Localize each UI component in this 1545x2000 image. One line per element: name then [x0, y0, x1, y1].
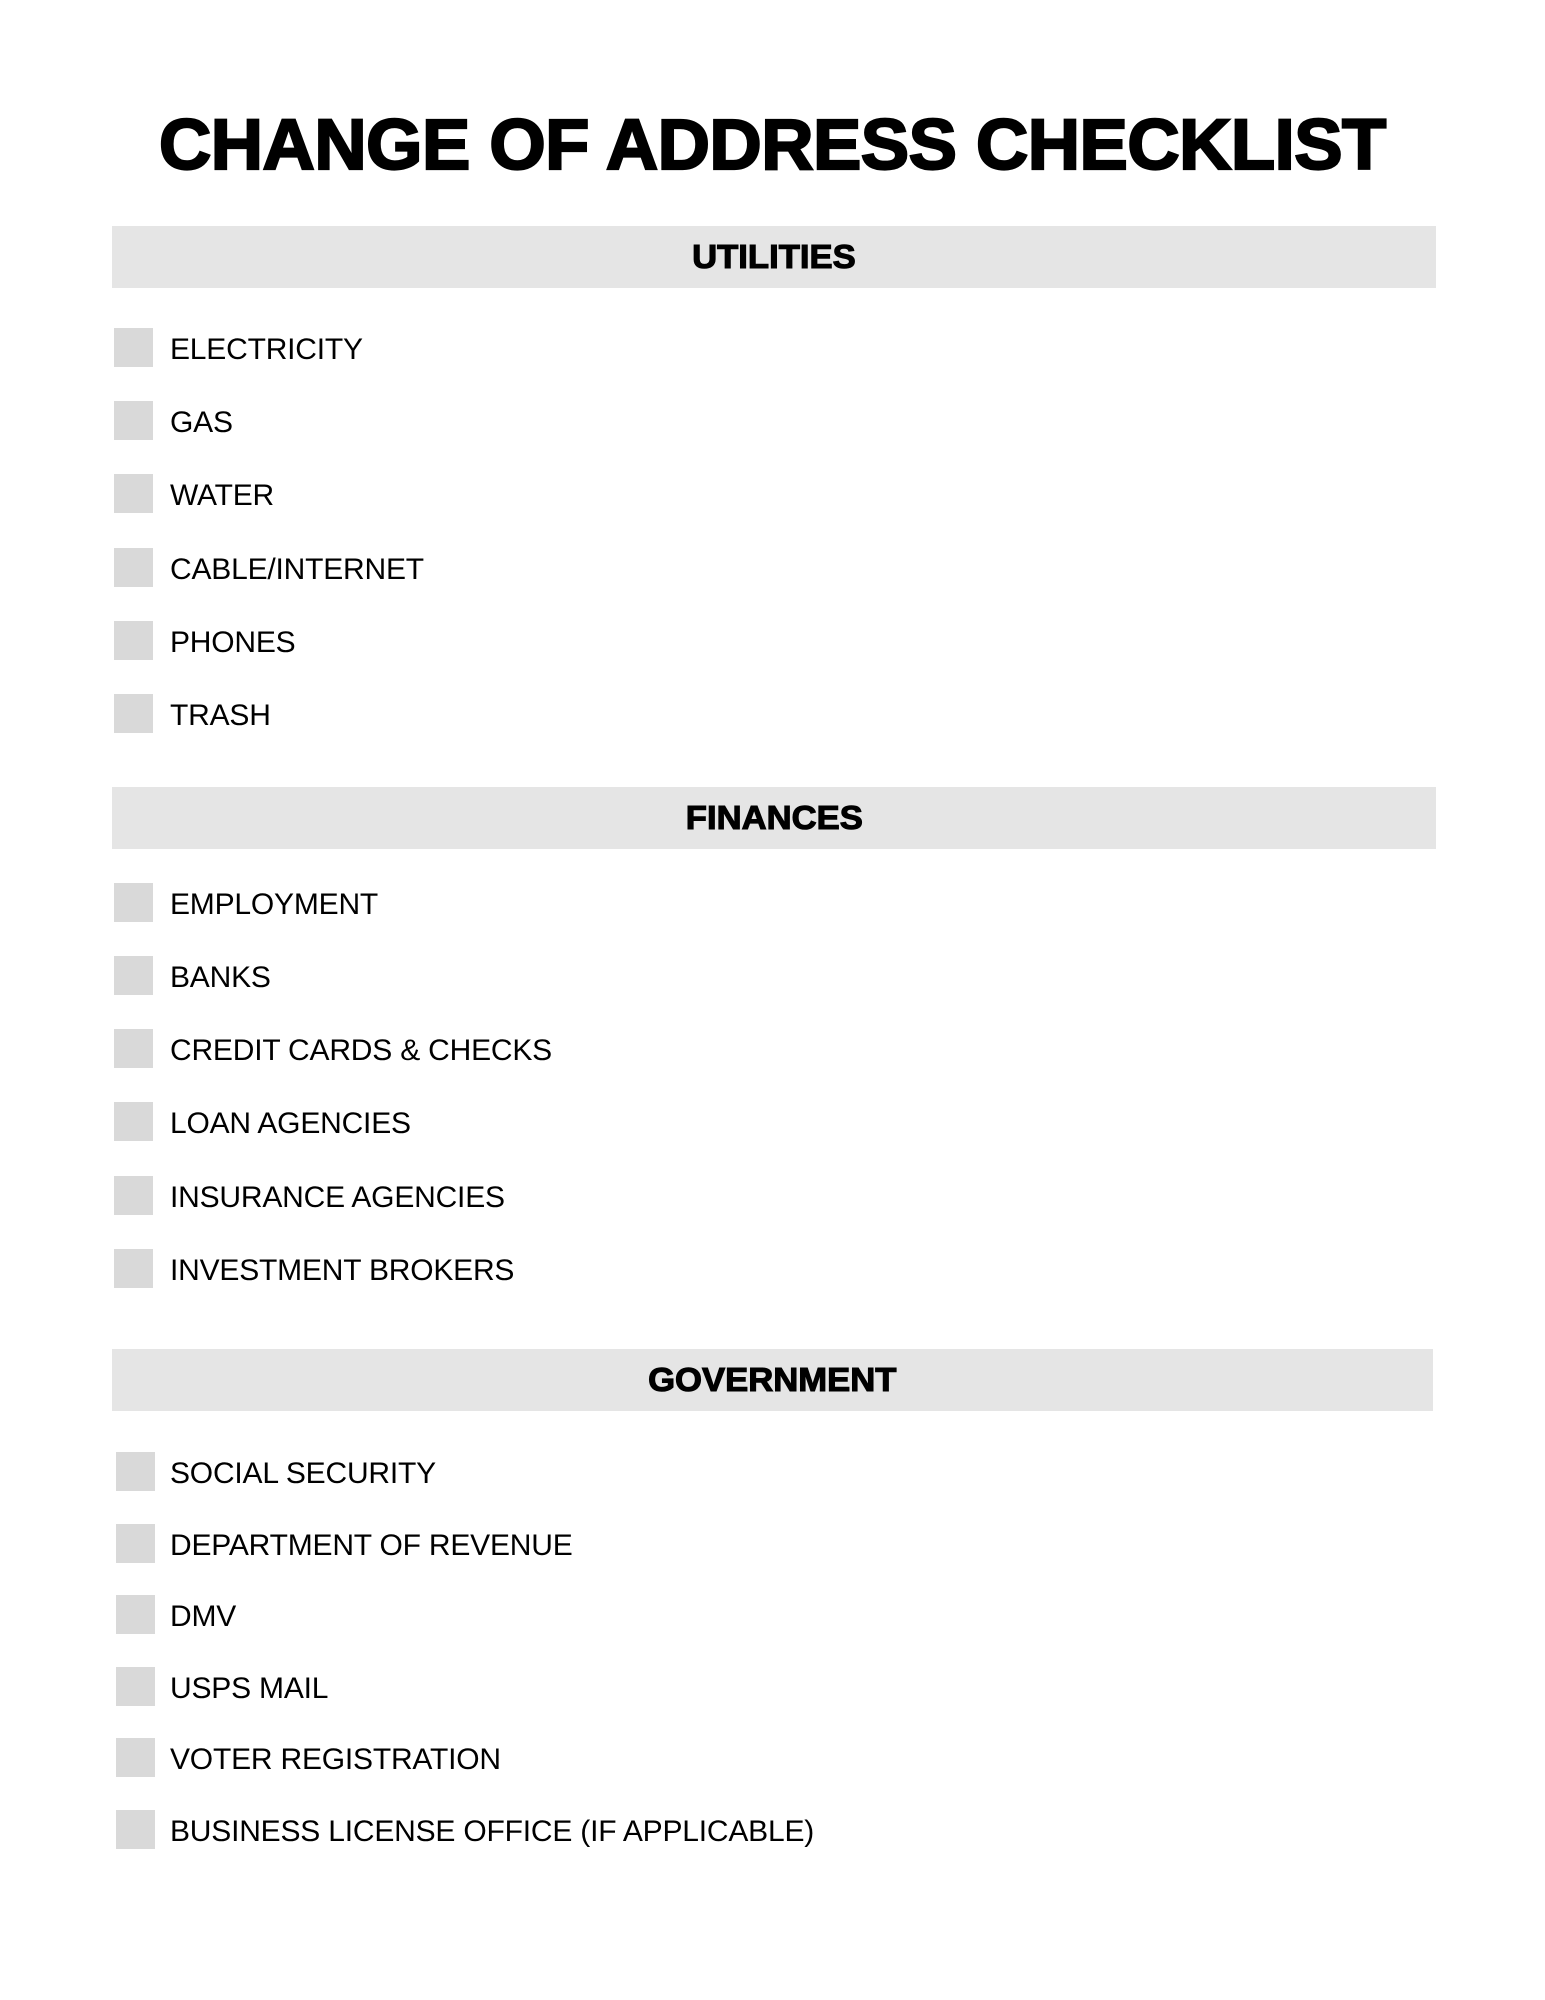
checkbox[interactable]	[116, 1452, 155, 1491]
checkbox[interactable]	[114, 621, 153, 660]
section-header-government	[112, 1349, 1433, 1411]
checklist-item-insurance-agencies[interactable]	[114, 1175, 505, 1215]
item-label: INVESTMENT BROKERS	[170, 1254, 515, 1287]
checklist-item-dmv[interactable]	[116, 1594, 237, 1634]
checkbox[interactable]	[114, 1102, 153, 1141]
checklist-item-employment[interactable]	[114, 882, 379, 922]
item-label: BANKS	[170, 961, 271, 994]
section-title: UTILITIES	[692, 238, 856, 275]
item-label: PHONES	[170, 626, 296, 659]
item-label: DEPARTMENT OF REVENUE	[170, 1529, 573, 1562]
checklist-item-loan-agencies[interactable]	[114, 1101, 411, 1141]
checklist-item-gas[interactable]	[114, 400, 233, 440]
checkbox[interactable]	[116, 1738, 155, 1777]
checkbox[interactable]	[116, 1810, 155, 1849]
item-label: GAS	[170, 406, 233, 439]
checklist-item-cable-internet[interactable]	[114, 547, 424, 587]
checkbox[interactable]	[116, 1667, 155, 1706]
checkbox[interactable]	[114, 1029, 153, 1068]
checklist-item-voter-registration[interactable]	[116, 1737, 501, 1777]
checkbox[interactable]	[114, 694, 153, 733]
checklist-item-department-of-revenue[interactable]	[116, 1523, 573, 1563]
checklist-item-trash[interactable]	[114, 693, 271, 733]
item-label: BUSINESS LICENSE OFFICE (IF APPLICABLE)	[170, 1815, 815, 1848]
checklist-item-business-license-office[interactable]	[116, 1809, 815, 1849]
checklist-item-usps-mail[interactable]	[116, 1666, 329, 1706]
item-label: DMV	[170, 1600, 237, 1633]
item-label: WATER	[170, 479, 274, 512]
section-title: FINANCES	[685, 799, 863, 836]
item-label: SOCIAL SECURITY	[170, 1457, 436, 1490]
checkbox[interactable]	[114, 883, 153, 922]
section-header-utilities	[112, 226, 1436, 288]
item-label: EMPLOYMENT	[170, 888, 379, 921]
item-label: VOTER REGISTRATION	[170, 1743, 501, 1776]
item-label: LOAN AGENCIES	[170, 1107, 411, 1140]
item-label: INSURANCE AGENCIES	[170, 1181, 505, 1214]
checkbox[interactable]	[114, 1176, 153, 1215]
checklist-item-credit-cards-checks[interactable]	[114, 1028, 552, 1068]
section-title: GOVERNMENT	[648, 1361, 897, 1398]
checklist-item-banks[interactable]	[114, 955, 271, 995]
section-header-finances	[112, 787, 1436, 849]
checklist-item-investment-brokers[interactable]	[114, 1248, 515, 1288]
checkbox[interactable]	[114, 956, 153, 995]
checkbox[interactable]	[114, 1249, 153, 1288]
item-label: ELECTRICITY	[170, 333, 363, 366]
item-label: USPS MAIL	[170, 1672, 329, 1705]
checkbox[interactable]	[116, 1524, 155, 1563]
item-label: TRASH	[170, 699, 271, 732]
checkbox[interactable]	[116, 1595, 155, 1634]
checkbox[interactable]	[114, 328, 153, 367]
page-title-text: CHANGE OF ADDRESS CHECKLIST	[159, 106, 1386, 185]
item-label: CREDIT CARDS & CHECKS	[170, 1034, 552, 1067]
page-title	[0, 106, 1545, 186]
item-label: CABLE/INTERNET	[170, 553, 424, 586]
checklist-item-electricity[interactable]	[114, 327, 363, 367]
checklist-item-water[interactable]	[114, 473, 274, 513]
checkbox[interactable]	[114, 474, 153, 513]
checkbox[interactable]	[114, 548, 153, 587]
checkbox[interactable]	[114, 401, 153, 440]
checklist-item-phones[interactable]	[114, 620, 296, 660]
checklist-item-social-security[interactable]	[116, 1451, 436, 1491]
